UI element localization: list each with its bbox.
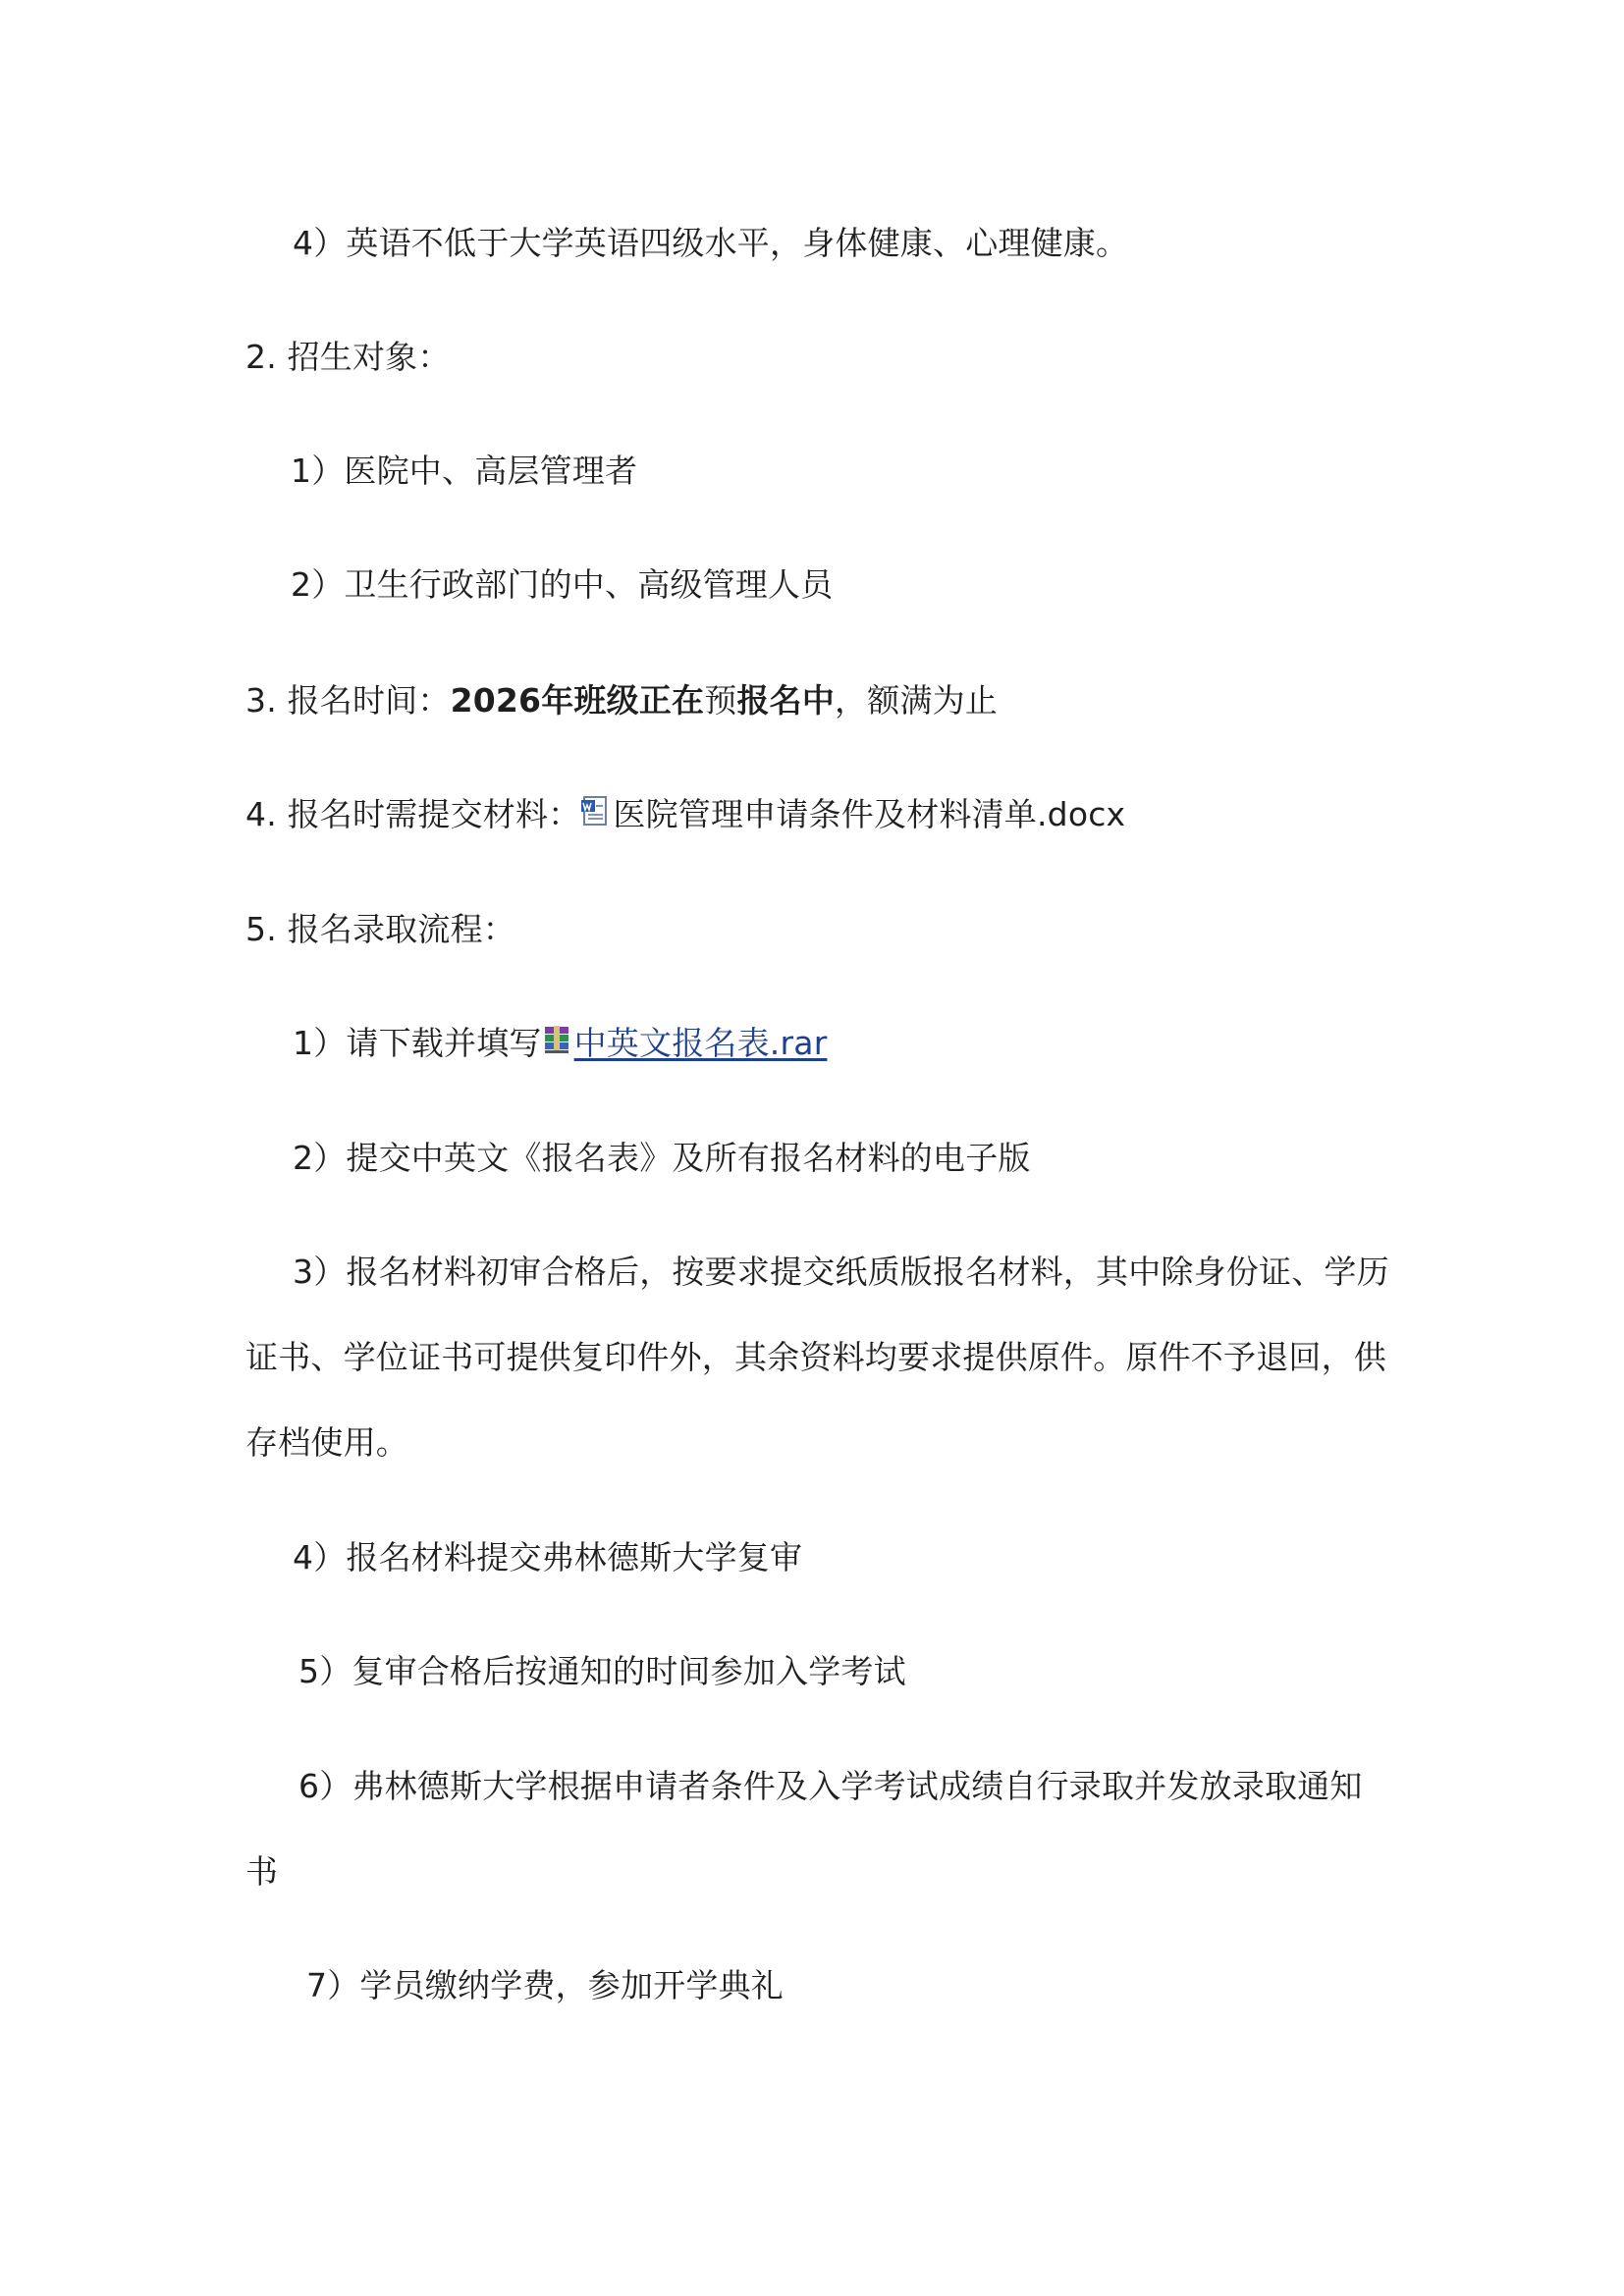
section-2-heading: 2. 招生对象： (245, 338, 451, 376)
step-4: 4）报名材料提交弗林德斯大学复审 (293, 1538, 803, 1576)
step-6-line-1: 6）弗林德斯大学根据申请者条件及入学考试成绩自行录取并发放录取通知 (298, 1767, 1363, 1805)
registration-form-download-link[interactable]: 中英文报名表.rar (573, 1024, 828, 1062)
target-item-1: 1）医院中、高层管理者 (291, 452, 638, 490)
requirement-item-4: 4）英语不低于大学英语四级水平，身体健康、心理健康。 (293, 224, 1129, 262)
section-4-prefix: 4. 报名时需提交材料： (245, 795, 581, 833)
section-3-suffix: ，额满为止 (835, 681, 999, 720)
step-3-line-1: 3）报名材料初审合格后，按要求提交纸质版报名材料，其中除身份证、学历 (293, 1253, 1389, 1291)
section-3-normal: 预 (704, 681, 737, 720)
section-3-bold-1: 2026年班级正在 (450, 681, 705, 720)
word-document-icon[interactable] (580, 796, 610, 836)
section-4-materials (245, 795, 1125, 836)
step-7: 7）学员缴纳学费，参加开学典礼 (306, 1966, 784, 2004)
section-3-registration-time (245, 681, 998, 721)
step-2: 2）提交中英文《报名表》及所有报名材料的电子版 (293, 1139, 1031, 1177)
step-3-line-3: 存档使用。 (245, 1423, 408, 1462)
step-3-line-2: 证书、学位证书可提供复印件外，其余资料均要求提供原件。原件不予退回，供 (245, 1338, 1386, 1376)
section-5-heading: 5. 报名录取流程： (245, 910, 515, 948)
section-3-prefix: 3. 报名时间： (245, 681, 451, 720)
section-3-bold-2: 报名中 (736, 681, 836, 720)
step-6-line-2: 书 (245, 1852, 279, 1891)
winrar-archive-icon[interactable] (542, 1025, 571, 1065)
step-1 (293, 1024, 827, 1065)
step-5: 5）复审合格后按通知的时间参加入学考试 (298, 1652, 906, 1690)
attachment-docx-name[interactable]: 医院管理申请条件及材料清单.docx (613, 795, 1126, 833)
target-item-2: 2）卫生行政部门的中、高级管理人员 (291, 565, 834, 604)
step-1-prefix: 1）请下载并填写 (293, 1024, 542, 1062)
